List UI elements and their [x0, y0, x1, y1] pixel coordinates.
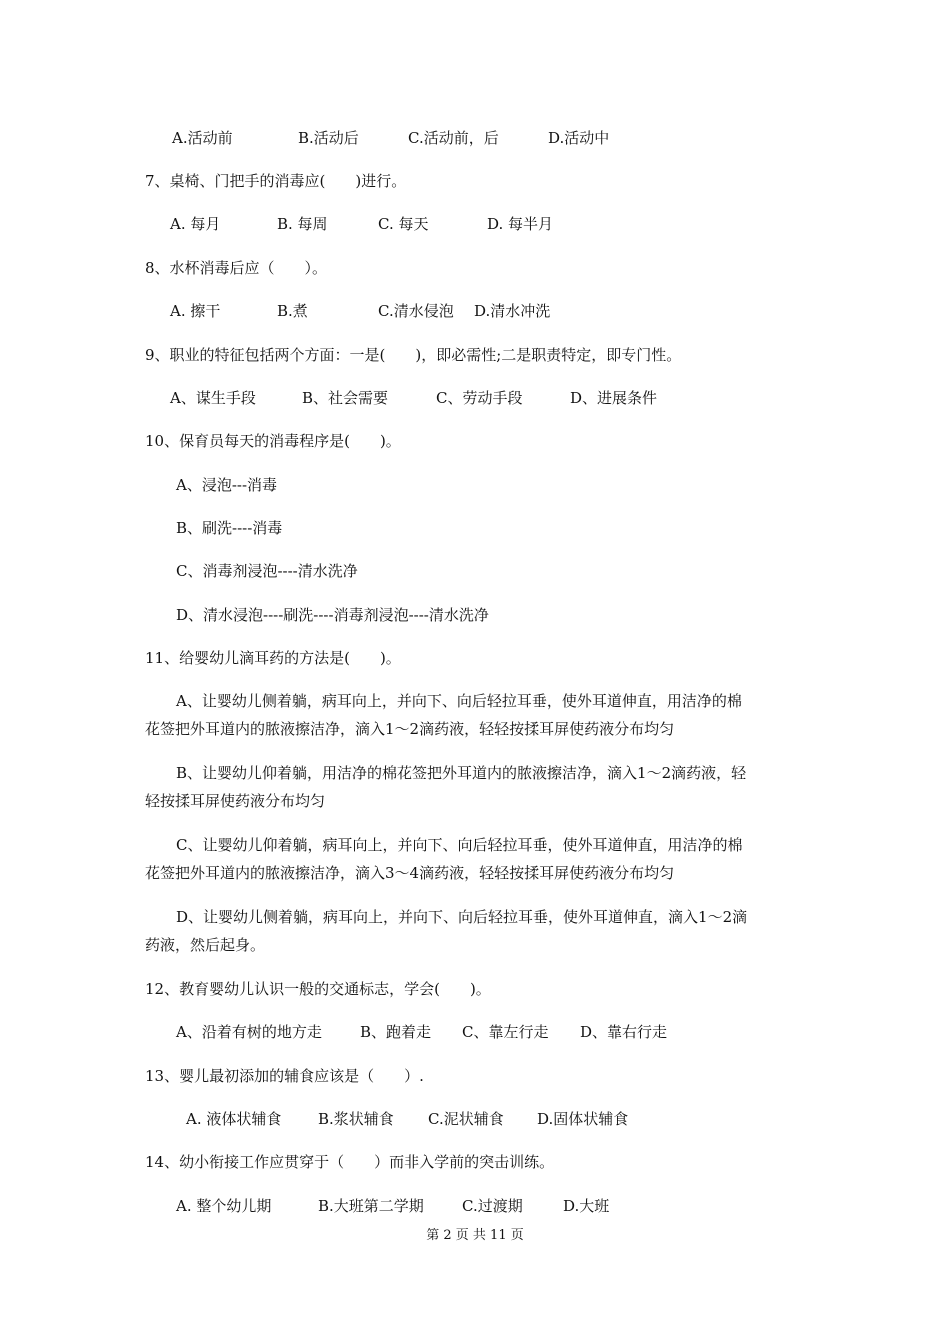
q6-option-a: A.活动前	[172, 129, 233, 147]
q14-option-b: B.大班第二学期	[318, 1197, 424, 1215]
question-text: 13、婴儿最初添加的辅食应该是（ ）.	[145, 1067, 424, 1085]
option-text: C、消毒剂浸泡----清水洗净	[176, 562, 358, 580]
question-text: 11、给婴幼儿滴耳药的方法是( )。	[145, 649, 401, 667]
option-text: B、刷洗----消毒	[176, 519, 283, 537]
question-text: 7、桌椅、门把手的消毒应( )进行。	[145, 172, 407, 190]
question-text: 9、职业的特征包括两个方面：一是( )，即必需性;二是职责特定，即专门性。	[145, 346, 682, 364]
q9-option-d: D、进展条件	[570, 389, 658, 407]
option-text: 药液，然后起身。	[145, 936, 266, 954]
q7-option-b: B. 每周	[277, 215, 328, 233]
option-text: A、浸泡---消毒	[176, 476, 278, 494]
q13-option-a: A. 液体状辅食	[186, 1110, 282, 1128]
q12-option-d: D、靠右行走	[580, 1023, 668, 1041]
q6-option-c: C.活动前，后	[408, 129, 499, 147]
option-text: 轻按揉耳屏使药液分布均匀	[145, 792, 326, 810]
question-text: 14、幼小衔接工作应贯穿于（ ）而非入学前的突击训练。	[145, 1153, 555, 1171]
q6-option-b: B.活动后	[298, 129, 359, 147]
q7-option-c: C. 每天	[378, 215, 429, 233]
q9-option-b: B、社会需要	[302, 389, 389, 407]
q6-option-d: D.活动中	[548, 129, 610, 147]
option-text: D、清水浸泡----刷洗----消毒剂浸泡----清水洗净	[176, 606, 489, 624]
option-text: B、让婴幼儿仰着躺，用洁净的棉花签把外耳道内的脓液擦洁净，滴入1～2滴药液，轻	[176, 764, 747, 782]
q8-option-d: D.清水冲洗	[474, 302, 551, 320]
q8-option-c: C.清水侵泡	[378, 302, 454, 320]
option-text: 花签把外耳道内的脓液擦洁净，滴入3～4滴药液，轻轻按揉耳屏使药液分布均匀	[145, 864, 675, 882]
q9-option-a: A、谋生手段	[170, 389, 256, 407]
page-number: 第 2 页 共 11 页	[426, 1228, 524, 1243]
option-text: D、让婴幼儿侧着躺，病耳向上，并向下、向后轻拉耳垂，使外耳道伸直，滴入1～2滴	[176, 908, 748, 926]
q8-option-a: A. 擦干	[170, 302, 221, 320]
q14-option-a: A. 整个幼儿期	[176, 1197, 272, 1215]
option-text: C、让婴幼儿仰着躺，病耳向上，并向下、向后轻拉耳垂，使外耳道伸直，用洁净的棉	[176, 836, 743, 854]
q8-option-b: B.煮	[277, 302, 308, 320]
question-text: 12、教育婴幼儿认识一般的交通标志，学会( )。	[145, 980, 491, 998]
page-footer	[0, 1228, 950, 1244]
q13-option-b: B.浆状辅食	[318, 1110, 394, 1128]
option-text: 花签把外耳道内的脓液擦洁净，滴入1～2滴药液，轻轻按揉耳屏使药液分布均匀	[145, 720, 675, 738]
q9-option-c: C、劳动手段	[436, 389, 523, 407]
question-text: 10、保育员每天的消毒程序是( )。	[145, 432, 401, 450]
q13-option-c: C.泥状辅食	[428, 1110, 504, 1128]
q7-option-a: A. 每月	[170, 215, 221, 233]
q14-option-d: D.大班	[563, 1197, 610, 1215]
q12-option-a: A、沿着有树的地方走	[176, 1023, 322, 1041]
q7-option-d: D. 每半月	[487, 215, 554, 233]
q12-option-c: C、靠左行走	[462, 1023, 549, 1041]
option-text: A、让婴幼儿侧着躺，病耳向上，并向下、向后轻拉耳垂，使外耳道伸直，用洁净的棉	[176, 692, 742, 710]
question-text: 8、水杯消毒后应（ ）。	[145, 259, 328, 277]
q14-option-c: C.过渡期	[462, 1197, 523, 1215]
q12-option-b: B、跑着走	[360, 1023, 432, 1041]
q13-option-d: D.固体状辅食	[537, 1110, 629, 1128]
